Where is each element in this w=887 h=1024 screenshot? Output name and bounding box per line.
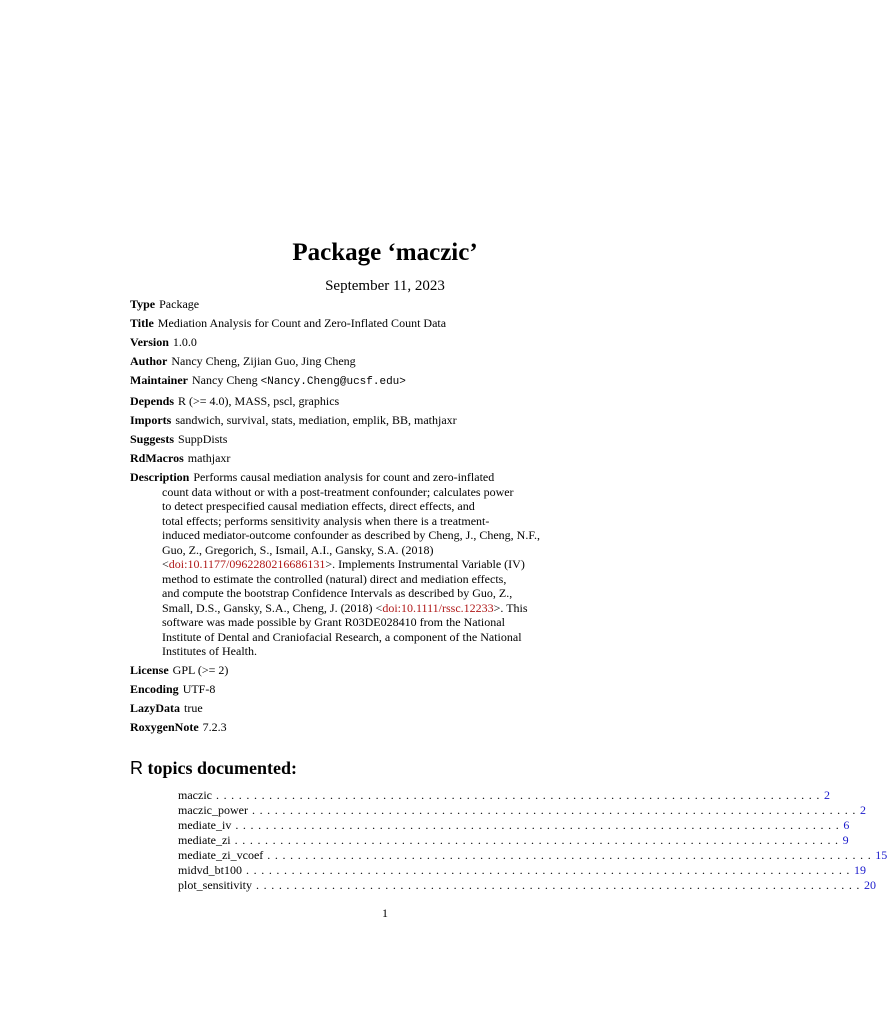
toc-item[interactable]: maczic_power ................................................................................ 2 xyxy=(178,803,866,817)
toc-leader: ................................................................................ xyxy=(256,878,865,892)
toc-page-link[interactable]: 15 xyxy=(875,848,887,862)
toc-page-link[interactable]: 2 xyxy=(859,803,866,817)
toc-item[interactable]: maczic ................................................................................ 2 xyxy=(178,788,830,802)
field-description: Description Performs causal mediation analysis for count and zero-inflated count data without or with a post-treatment confounder; calculates power to detect prespecified causal mediation effects, direct effects, and total effects; performs sensitivity analysis when there is a treatment- induced mediator-outcome confounder as described by Cheng, J., Cheng, N.F., Guo, Z., Gregorich, S., Ismail, A.I., Gansky, S.A. (2018) <doi:10.1177/0962280216686131>. Implements Instrumental Variable (IV) method to estimate the controlled (natural) direct and mediation effects, and compute the bootstrap Confidence Intervals as described by Guo, Z., Small, D.S., Gansky, S.A., Cheng, J. (2018) <doi:10.1111/rssc.12233>. This software was made possible by Grant R03DE028410 from the National Institute of Dental and Craniofacial Research, a component of the National Institutes of Health. xyxy=(130,470,541,658)
field-license: License GPL (>= 2) xyxy=(130,663,229,677)
toc-page-link[interactable]: 19 xyxy=(854,863,867,877)
toc-item[interactable]: mediate_zi ................................................................................ 9 xyxy=(178,833,849,847)
toc-item[interactable]: mediate_zi_vcoef ................................................................................ 15 xyxy=(178,848,887,862)
toc-page-link[interactable]: 9 xyxy=(842,833,849,847)
field-type: Type Package xyxy=(130,297,200,311)
toc-page-link[interactable]: 20 xyxy=(864,878,877,892)
field-maintainer: Maintainer Nancy Cheng <Nancy.Cheng@ucsf.edu> xyxy=(130,373,406,388)
doi-link-2[interactable]: doi:10.1111/rssc.12233 xyxy=(382,600,494,615)
field-lazydata: LazyData true xyxy=(130,701,203,715)
field-imports: Imports sandwich, survival, stats, mediation, emplik, BB, mathjaxr xyxy=(130,413,457,427)
toc-leader: ................................................................................ xyxy=(234,833,843,847)
package-date: September 11, 2023 xyxy=(325,278,445,294)
toc-item[interactable]: plot_sensitivity ................................................................................ 20 xyxy=(178,878,877,892)
doi-link-1[interactable]: doi:10.1177/0962280216686131 xyxy=(168,557,326,571)
field-version: Version 1.0.0 xyxy=(130,335,197,349)
topics-heading: R topics documented: xyxy=(130,758,297,778)
toc-leader: ................................................................................ xyxy=(235,818,844,832)
field-depends: Depends R (>= 4.0), MASS, pscl, graphics xyxy=(130,394,340,408)
field-title: Title Mediation Analysis for Count and Zero-Inflated Count Data xyxy=(130,316,447,330)
topics-list xyxy=(178,788,887,893)
field-suggests: Suggests SuppDists xyxy=(130,432,228,446)
field-author: Author Nancy Cheng, Zijian Guo, Jing Cheng xyxy=(130,354,356,368)
page-title: Package ‘maczic’ xyxy=(292,239,478,266)
toc-item[interactable]: midvd_bt100 ................................................................................ 19 xyxy=(178,863,867,877)
toc-item[interactable]: mediate_iv ................................................................................ 6 xyxy=(178,818,850,832)
page-number: 1 xyxy=(382,906,388,920)
toc-leader: ................................................................................ xyxy=(215,788,824,802)
toc-page-link[interactable]: 6 xyxy=(843,818,850,832)
field-rdmacros: RdMacros mathjaxr xyxy=(130,451,231,465)
toc-page-link[interactable]: 2 xyxy=(823,788,830,802)
field-encoding: Encoding UTF-8 xyxy=(130,682,216,696)
toc-leader: ................................................................................ xyxy=(251,803,860,817)
field-roxygennote: RoxygenNote 7.2.3 xyxy=(130,720,227,734)
package-fields xyxy=(130,297,610,739)
toc-leader: ................................................................................ xyxy=(246,863,855,877)
maintainer-email: <Nancy.Cheng@ucsf.edu> xyxy=(260,376,406,388)
toc-leader: ................................................................................ xyxy=(267,848,876,862)
